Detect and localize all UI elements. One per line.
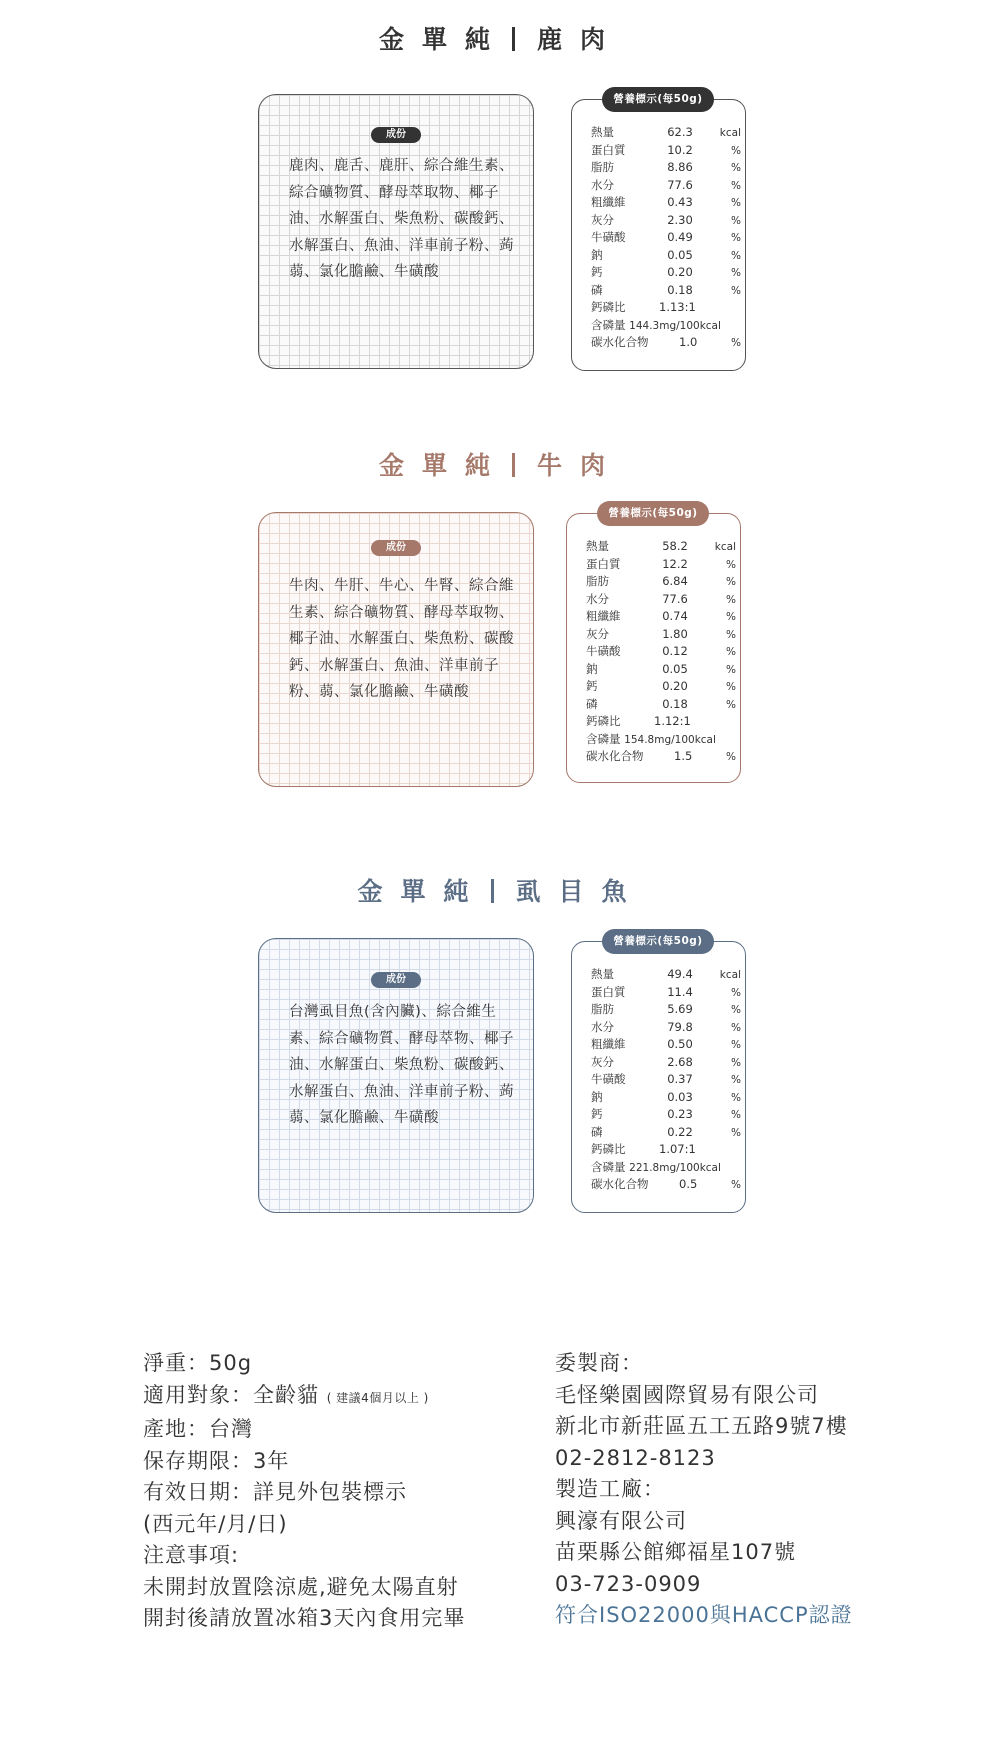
nutrition-row: 粗纖維 0.74 % bbox=[586, 609, 736, 623]
nutrition-row: 灰分 2.68 % bbox=[591, 1054, 741, 1069]
nutrition-row: 牛磺酸 0.37 % bbox=[591, 1072, 741, 1086]
brand-name: 金單純 bbox=[378, 451, 508, 480]
nutrition-row: 粗纖維 0.50 % bbox=[591, 1037, 741, 1051]
brand-name: 金單純 bbox=[357, 877, 487, 906]
section-title bbox=[0, 872, 1002, 908]
nutrition-card bbox=[571, 935, 746, 1213]
ca-p-ratio-row: 鈣磷比 1.12:1 bbox=[586, 714, 691, 728]
nutrition-card bbox=[566, 507, 741, 783]
nutrition-row: 脂肪 5.69 % bbox=[591, 1002, 741, 1016]
nutrition-row: 鈣 0.20 % bbox=[591, 265, 741, 279]
nutrition-row: 熱量 49.4 kcal bbox=[591, 967, 741, 981]
product-info-right bbox=[555, 1348, 853, 1632]
nutrition-row: 牛磺酸 0.12 % bbox=[586, 644, 736, 658]
nutrition-card bbox=[571, 93, 746, 371]
carb-row: 碳水化合物 1.0 % bbox=[591, 335, 741, 349]
expiry-date: 有效日期：詳見外包裝標示 bbox=[143, 1480, 407, 1504]
ca-p-ratio-row: 鈣磷比 1.07:1 bbox=[591, 1142, 696, 1156]
nutrition-row: 熱量 58.2 kcal bbox=[586, 539, 736, 553]
ca-p-ratio-row: 鈣磷比 1.13:1 bbox=[591, 300, 696, 314]
expiry-format: (西元年/月/日) bbox=[143, 1511, 288, 1536]
nutrition-row: 牛磺酸 0.49 % bbox=[591, 230, 741, 244]
nutrition-row: 鈣 0.20 % bbox=[586, 679, 736, 693]
net-weight: 淨重：50g bbox=[143, 1351, 253, 1375]
title-divider bbox=[512, 27, 515, 51]
nutrition-label: 營養標示(每50g) bbox=[602, 87, 714, 112]
ingredients-card bbox=[258, 938, 534, 1213]
nutrition-row: 鈣 0.23 % bbox=[591, 1107, 741, 1121]
phosphorus-row: 含磷量 221.8mg/100kcal bbox=[591, 1159, 721, 1174]
manufacturer-phone: 03-723-0909 bbox=[555, 1571, 702, 1596]
product-name: 鹿肉 bbox=[537, 25, 624, 54]
nutrition-row: 水分 79.8 % bbox=[591, 1019, 741, 1034]
product-info-left bbox=[143, 1348, 465, 1635]
ingredients-label: 成份 bbox=[371, 972, 421, 988]
product-name: 虱目魚 bbox=[515, 877, 645, 906]
ingredients-label: 成份 bbox=[371, 127, 421, 143]
consignor-label: 委製商： bbox=[555, 1351, 643, 1375]
storage-note: 未開封放置陰涼處,避免太陽直射 bbox=[143, 1574, 459, 1599]
nutrition-row: 鈉 0.05 % bbox=[591, 247, 741, 262]
consignor-name: 毛怪樂園國際貿易有限公司 bbox=[555, 1382, 819, 1407]
certification: 符合ISO22000與HACCP認證 bbox=[555, 1603, 853, 1627]
carb-row: 碳水化合物 1.5 % bbox=[586, 749, 736, 763]
title-divider bbox=[491, 879, 494, 903]
product-name: 牛肉 bbox=[537, 451, 624, 480]
nutrition-row: 粗纖維 0.43 % bbox=[591, 195, 741, 209]
nutrition-row: 灰分 2.30 % bbox=[591, 212, 741, 227]
consignor-address: 新北市新莊區五工五路9號7樓 bbox=[555, 1414, 848, 1438]
nutrition-row: 水分 77.6 % bbox=[591, 177, 741, 192]
target-note: ( 建議4個月以上 ) bbox=[326, 1390, 429, 1405]
manufacturer-name: 興濠有限公司 bbox=[555, 1508, 687, 1533]
nutrition-row: 鈉 0.05 % bbox=[586, 661, 736, 676]
nutrition-label: 營養標示(每50g) bbox=[597, 501, 709, 526]
target-audience: 適用對象：全齡貓 ( 建議4個月以上 ) bbox=[143, 1382, 429, 1407]
nutrition-row: 熱量 62.3 kcal bbox=[591, 125, 741, 139]
nutrition-row: 灰分 1.80 % bbox=[586, 626, 736, 641]
nutrition-row: 鈉 0.03 % bbox=[591, 1089, 741, 1104]
ingredients-text: 牛肉、牛肝、牛心、牛腎、綜合維生素、綜合礦物質、酵母萃取物、椰子油、水解蛋白、柴魚粉、碳酸鈣、水解蛋白、魚油、洋車前子粉、蒻、氯化膽鹼、牛磺酸 bbox=[289, 578, 514, 700]
brand-name: 金單純 bbox=[378, 25, 508, 54]
manufacturer-label: 製造工廠： bbox=[555, 1477, 665, 1501]
manufacturer-address: 苗栗縣公館鄉福星107號 bbox=[555, 1540, 797, 1564]
nutrition-row: 蛋白質 11.4 % bbox=[591, 984, 741, 999]
nutrition-row: 蛋白質 10.2 % bbox=[591, 142, 741, 157]
ingredients-label: 成份 bbox=[371, 540, 421, 556]
nutrition-row: 磷 0.18 % bbox=[591, 282, 741, 297]
nutrition-row: 水分 77.6 % bbox=[586, 591, 736, 606]
consignor-phone: 02-2812-8123 bbox=[555, 1445, 716, 1470]
shelf-life: 保存期限：3年 bbox=[143, 1448, 290, 1473]
nutrition-row: 磷 0.22 % bbox=[591, 1124, 741, 1139]
after-opening-note: 開封後請放置冰箱3天內食用完畢 bbox=[143, 1606, 466, 1630]
section-title bbox=[0, 20, 1002, 56]
phosphorus-row: 含磷量 144.3mg/100kcal bbox=[591, 317, 721, 332]
ingredients-card bbox=[258, 94, 534, 369]
carb-row: 碳水化合物 0.5 % bbox=[591, 1177, 741, 1191]
ingredients-text: 鹿肉、鹿舌、鹿肝、綜合維生素、綜合礦物質、酵母萃取物、椰子油、水解蛋白、柴魚粉、碳酸鈣、水解蛋白、魚油、洋車前子粉、蒟蒻、氯化膽鹼、牛磺酸 bbox=[289, 158, 514, 280]
origin: 產地：台灣 bbox=[143, 1417, 253, 1441]
nutrition-row: 磷 0.18 % bbox=[586, 696, 736, 711]
phosphorus-row: 含磷量 154.8mg/100kcal bbox=[586, 731, 716, 746]
notes-title: 注意事項: bbox=[143, 1543, 240, 1567]
nutrition-row: 脂肪 8.86 % bbox=[591, 160, 741, 174]
title-divider bbox=[512, 453, 515, 477]
nutrition-label: 營養標示(每50g) bbox=[602, 929, 714, 954]
ingredients-text: 台灣虱目魚(含內臟)、綜合維生素、綜合礦物質、酵母萃物、椰子油、水解蛋白、柴魚粉、碳酸鈣、水解蛋白、魚油、洋車前子粉、蒟蒻、氯化膽鹼、牛磺酸 bbox=[289, 1004, 514, 1126]
section-title bbox=[0, 446, 1002, 482]
nutrition-row: 蛋白質 12.2 % bbox=[586, 556, 736, 571]
nutrition-row: 脂肪 6.84 % bbox=[586, 574, 736, 588]
ingredients-card bbox=[258, 512, 534, 787]
